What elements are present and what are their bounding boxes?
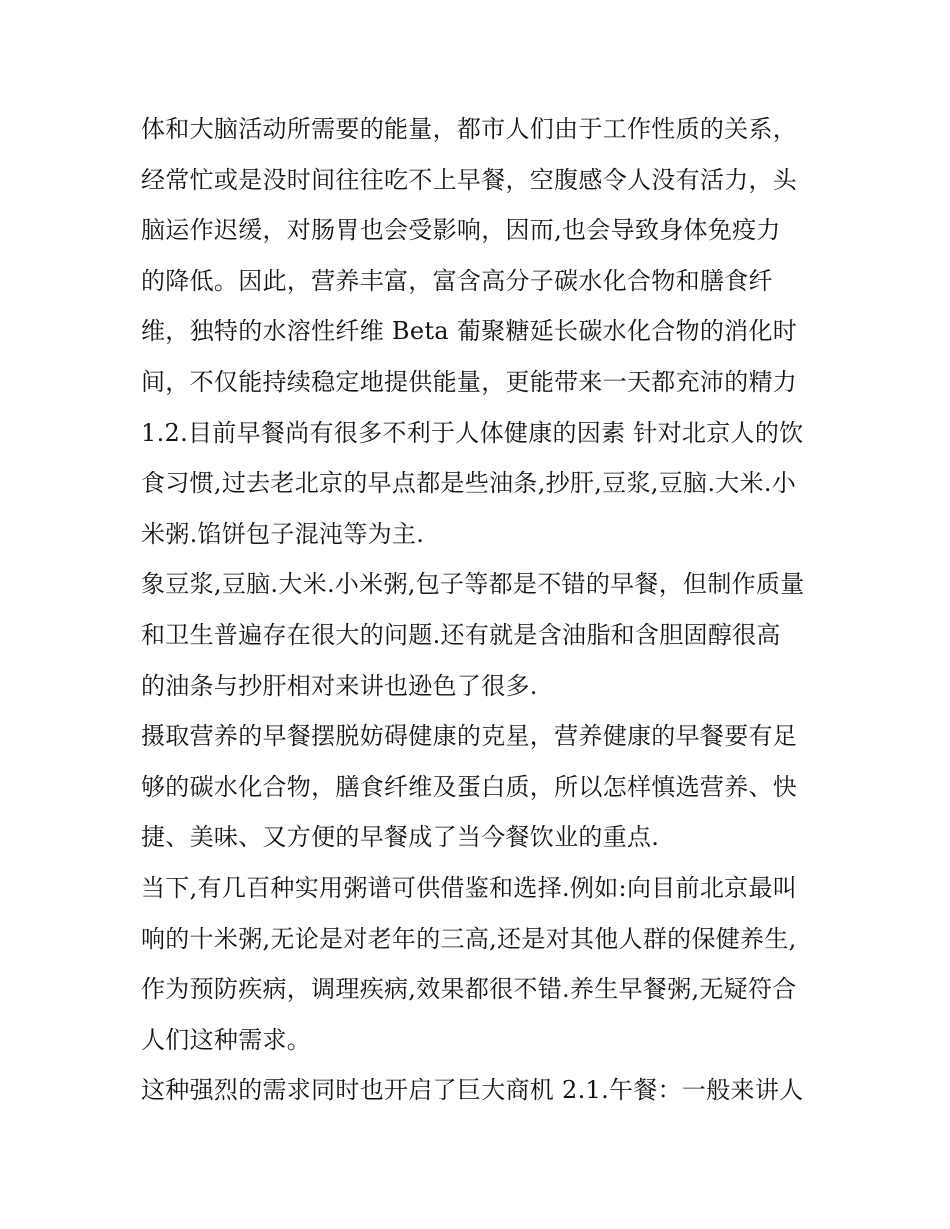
body-text bbox=[141, 104, 821, 1116]
text-line: 体和大脑活动所需要的能量，都市人们由于工作性质的关系， bbox=[141, 115, 798, 143]
text-line: 的降低。因此，营养丰富，富含高分子碳水化合物和膳食纤 bbox=[141, 266, 773, 295]
text-line: 响的十米粥,无论是对老年的三高,还是对其他人群的保健养生, bbox=[141, 924, 797, 953]
text-line: 人们这种需求。 bbox=[141, 1025, 312, 1054]
text-line: 摄取营养的早餐摆脱妨碍健康的克星，营养健康的早餐要有足 bbox=[141, 722, 798, 751]
text-line: 这种强烈的需求同时也开启了巨大商机 2.1.午餐：一般来讲人 bbox=[141, 1076, 804, 1105]
text-line: 间，不仅能持续稳定地提供能量，更能带来一天都充沛的精力 bbox=[141, 367, 798, 396]
text-line: 和卫生普遍存在很大的问题.还有就是含油脂和含胆固醇很高 bbox=[141, 620, 781, 649]
text-line: 象豆浆,豆脑.大米.小米粥,包子等都是不错的早餐，但制作质量 bbox=[141, 570, 805, 599]
text-line: 够的碳水化合物，膳食纤维及蛋白质，所以怎样慎选营养、快 bbox=[141, 772, 798, 801]
text-line: 维，独特的水溶性纤维 Beta 葡聚糖延长碳水化合物的消化时 bbox=[141, 317, 798, 346]
text-line: 捷、美味、又方便的早餐成了当今餐饮业的重点. bbox=[141, 823, 660, 852]
text-line: 米粥.馅饼包子混沌等为主. bbox=[141, 519, 425, 548]
text-line: 1.2.目前早餐尚有很多不利于人体健康的因素 针对北京人的饮 bbox=[141, 418, 804, 447]
text-line: 脑运作迟缓，对肠胃也会受影响，因而,也会导致身体免疫力 bbox=[141, 216, 781, 245]
text-line: 的油条与抄肝相对来讲也逊色了很多. bbox=[141, 671, 538, 700]
text-line: 当下,有几百种实用粥谱可供借鉴和选择.例如:向目前北京最叫 bbox=[141, 873, 798, 902]
text-line: 食习惯,过去老北京的早点都是些油条,抄肝,豆浆,豆脑.大米.小 bbox=[141, 469, 797, 498]
text-line: 经常忙或是没时间往往吃不上早餐，空腹感令人没有活力，头 bbox=[141, 165, 798, 194]
text-line: 作为预防疾病，调理疾病,效果都很不错.养生早餐粥,无疑符合 bbox=[141, 975, 797, 1004]
